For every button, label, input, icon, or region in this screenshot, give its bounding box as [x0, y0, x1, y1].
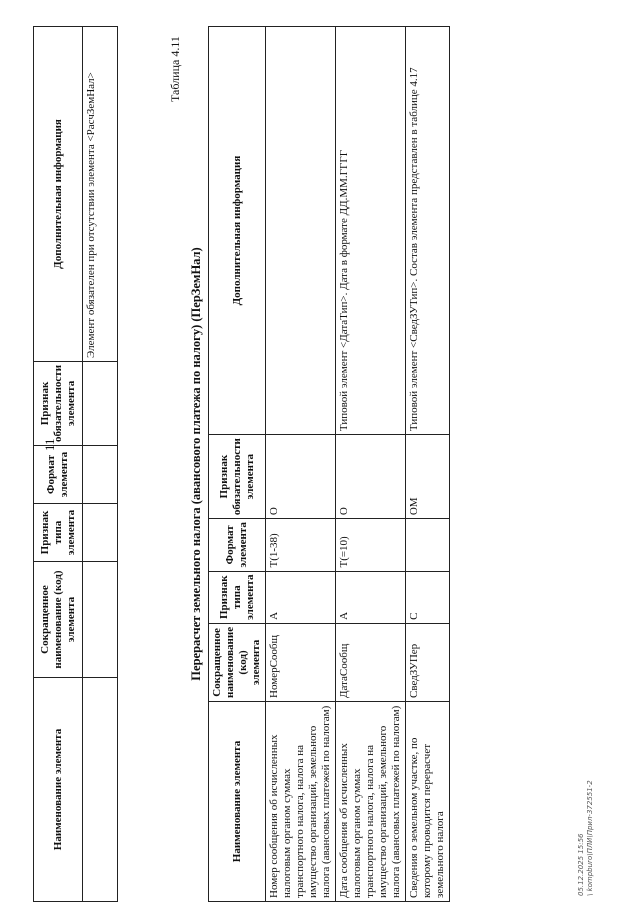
header-name: Наименование элемента [34, 678, 83, 902]
header-type: Признак типа элемента [34, 504, 83, 562]
cell-type: А [266, 571, 336, 623]
table-row [406, 27, 450, 902]
table-row [266, 27, 336, 902]
table-row [336, 27, 406, 902]
header-type: Признак типа элемента [209, 571, 266, 623]
cell-type [83, 504, 118, 562]
header-code: Сокращенное наименование (код) элемента [209, 623, 266, 701]
cell-code [83, 562, 118, 678]
header-info: Дополнительная информация [209, 27, 266, 435]
cell-type: С [406, 571, 450, 623]
cell-req: О [336, 435, 406, 519]
cell-name [83, 678, 118, 902]
cell-req: ОМ [406, 435, 450, 519]
header-format: Формат элемента [34, 446, 83, 504]
cell-code: НомерСообщ [266, 623, 336, 701]
page-number: 11 [42, 438, 57, 451]
header-row [209, 27, 266, 902]
cell-info: Типовой элемент <ДатаТип>. Дата в формате ДД.ММ.ГГГГ [336, 27, 406, 435]
continued-table [33, 26, 118, 902]
table-label: Таблица 4.11 [168, 36, 182, 102]
cell-format: T(=10) [336, 519, 406, 571]
header-format: Формат элемента [209, 519, 266, 571]
cell-format [83, 446, 118, 504]
cell-format [406, 519, 450, 571]
table-title: Перерасчет земельного налога (авансового платежа по налогу) (ПерЗемНал) [189, 247, 203, 681]
header-info: Дополнительная информация [34, 27, 83, 362]
header-req: Признак обязательности элемента [209, 435, 266, 519]
header-req: Признак обязательности элемента [34, 361, 83, 445]
header-name: Наименование элемента [209, 702, 266, 902]
table-row [83, 27, 118, 902]
cell-code: СведЗУПер [406, 623, 450, 701]
cell-type: А [336, 571, 406, 623]
main-table [208, 26, 450, 902]
cell-name: Номер сообщения об исчисленных налоговым органом суммах транспортного налога, налога на имущество организаций, земельного налога (авансовых платежей по налогам) [266, 702, 336, 902]
stamp-line: 05.12.2025 15:56 [577, 833, 585, 896]
header-code: Сокращенное наименование (код) элемента [34, 562, 83, 678]
cell-info: Элемент обязателен при отсутствии элемента <РасчЗемНал> [83, 27, 118, 362]
cell-info: Типовой элемент <СведЗУТип>. Состав элемента представлен в таблице 4.17 [406, 27, 450, 435]
cell-format: T(1-38) [266, 519, 336, 571]
cell-req: О [266, 435, 336, 519]
cell-req [83, 361, 118, 445]
print-stamp [577, 780, 595, 896]
cell-name: Сведения о земельном участке, по которому проводится перерасчет земельного налога [406, 702, 450, 902]
header-row [34, 27, 83, 902]
stamp-line: \ kompburo\ПЛИ\Прил-372551-2 [586, 780, 594, 896]
cell-info [266, 27, 336, 435]
cell-code: ДатаСообщ [336, 623, 406, 701]
cell-name: Дата сообщения об исчисленных налоговым органом суммах транспортного налога, налога на имущество организаций, земельного налога (авансовых платежей по налогам) [336, 702, 406, 902]
